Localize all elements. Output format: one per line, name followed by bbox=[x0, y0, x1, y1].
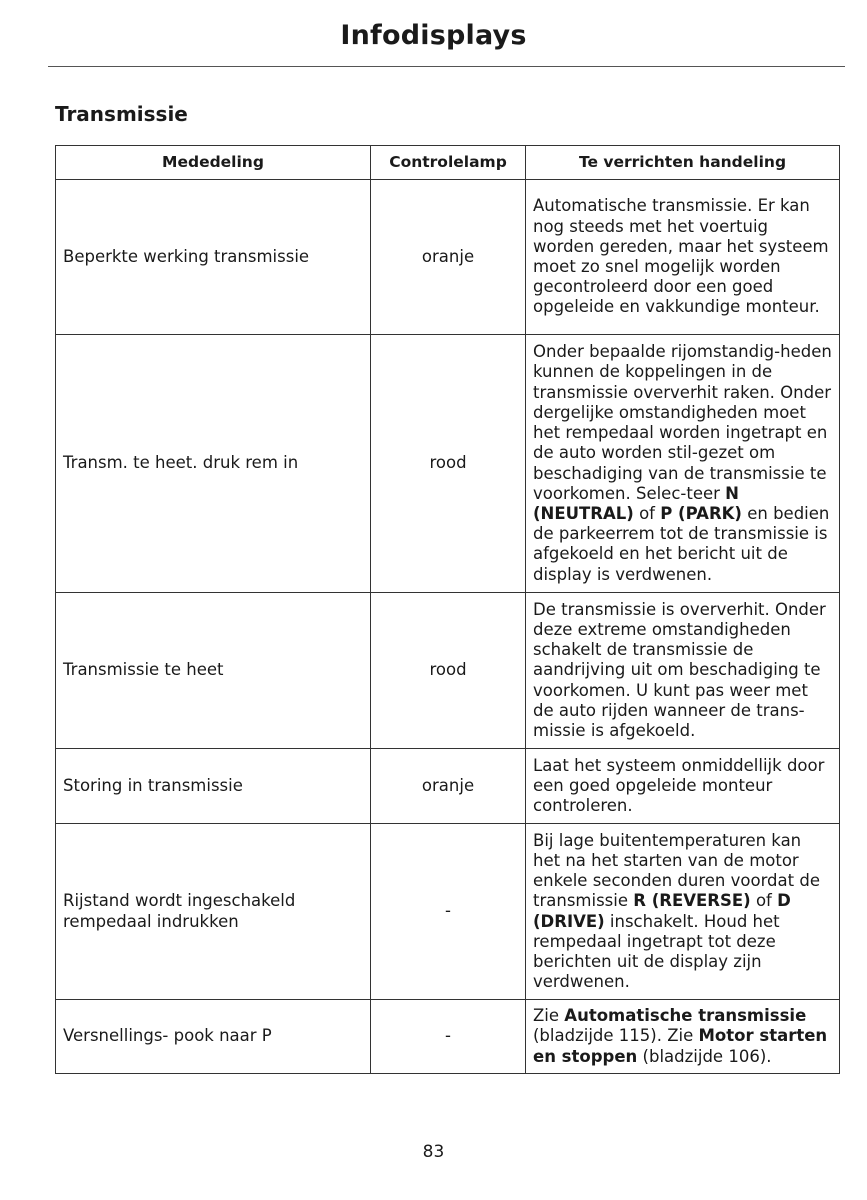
action-cell bbox=[526, 824, 840, 1000]
column-header-message: Mededeling bbox=[56, 146, 371, 180]
action-gear-neutral: N (NEUTRAL) bbox=[533, 483, 739, 523]
message-cell: Storing in transmissie bbox=[56, 749, 371, 824]
action-text: Zie bbox=[667, 1026, 694, 1046]
action-cell: Laat het systeem onmiddellijk door een goed opgeleide monteur controleren. bbox=[526, 749, 840, 824]
table-header-row bbox=[56, 146, 840, 180]
action-text: inschakelt. Houd het rempedaal ingetrapt tot deze berichten uit de display zijn verdwenen. bbox=[533, 911, 780, 992]
message-line: rempedaal indrukken bbox=[63, 911, 239, 931]
lamp-cell: oranje bbox=[371, 749, 526, 824]
page-reference: (bladzijde 106). bbox=[642, 1046, 772, 1066]
message-cell: Transm. te heet. druk rem in bbox=[56, 335, 371, 593]
action-text: of bbox=[755, 891, 772, 911]
message-cell: Versnellings- pook naar P bbox=[56, 1000, 371, 1074]
cross-reference-automatic-transmission: Automatische transmissie bbox=[564, 1006, 807, 1026]
message-cell: Transmissie te heet bbox=[56, 593, 371, 749]
message-cell: Beperkte werking transmissie bbox=[56, 180, 371, 335]
action-cell: De transmissie is oververhit. Onder deze extreme omstandigheden schakelt de transmissie de aandrijving uit om beschadiging te voorkomen. U kunt pas weer met de auto rijden wanneer de trans-missie is afgekoeld. bbox=[526, 593, 840, 749]
action-gear-drive: D (DRIVE) bbox=[533, 891, 791, 931]
title-divider bbox=[48, 66, 845, 67]
action-gear-reverse: R (REVERSE) bbox=[633, 891, 751, 911]
action-cell: Automatische transmissie. Er kan nog steeds met het voertuig worden gereden, maar het systeem moet zo snel mogelijk worden gecontroleerd door een goed opgeleide en vakkundige monteur. bbox=[526, 180, 840, 335]
action-cell bbox=[526, 1000, 840, 1074]
lamp-cell: oranje bbox=[371, 180, 526, 335]
message-line: Rijstand wordt ingeschakeld bbox=[63, 891, 296, 911]
table-row bbox=[56, 749, 840, 824]
lamp-cell: rood bbox=[371, 593, 526, 749]
table-row bbox=[56, 593, 840, 749]
table-row bbox=[56, 824, 840, 1000]
page-title: Infodisplays bbox=[340, 20, 527, 51]
action-text: en bedien de parkeerrem tot de transmissie is afgekoeld en het bericht uit de display is verdwenen. bbox=[533, 503, 830, 584]
cross-reference-engine-start-stop: Motor starten en stoppen bbox=[533, 1026, 828, 1066]
page-reference: (bladzijde 115). bbox=[533, 1026, 662, 1046]
action-text: of bbox=[639, 503, 655, 523]
action-gear-park: P (PARK) bbox=[660, 503, 742, 523]
table-row bbox=[56, 180, 840, 335]
table-row bbox=[56, 1000, 840, 1074]
page-number: 83 bbox=[422, 1142, 445, 1162]
action-text: Onder bepaalde rijomstandig-heden kunnen de koppelingen in de transmissie oververhit raken. Onder dergelijke omstandigheden moet het rempedaal worden ingetrapt en de auto worden stil-gezet om beschadiging van de transmissie te voorkomen. Selec-teer bbox=[533, 342, 832, 503]
action-text: Bij lage buitentemperaturen kan het na het starten van de motor enkele seconden duren voordat de transmissie bbox=[533, 830, 820, 911]
section-heading: Transmissie bbox=[55, 102, 188, 126]
table-row bbox=[56, 335, 840, 593]
lamp-cell: - bbox=[371, 1000, 526, 1074]
lamp-cell: - bbox=[371, 824, 526, 1000]
column-header-action: Te verrichten handeling bbox=[526, 146, 840, 180]
message-cell bbox=[56, 824, 371, 1000]
lamp-cell: rood bbox=[371, 335, 526, 593]
action-cell bbox=[526, 335, 840, 593]
transmission-messages-table bbox=[55, 145, 840, 1074]
column-header-lamp: Controlelamp bbox=[371, 146, 526, 180]
action-text: Zie bbox=[533, 1006, 560, 1026]
